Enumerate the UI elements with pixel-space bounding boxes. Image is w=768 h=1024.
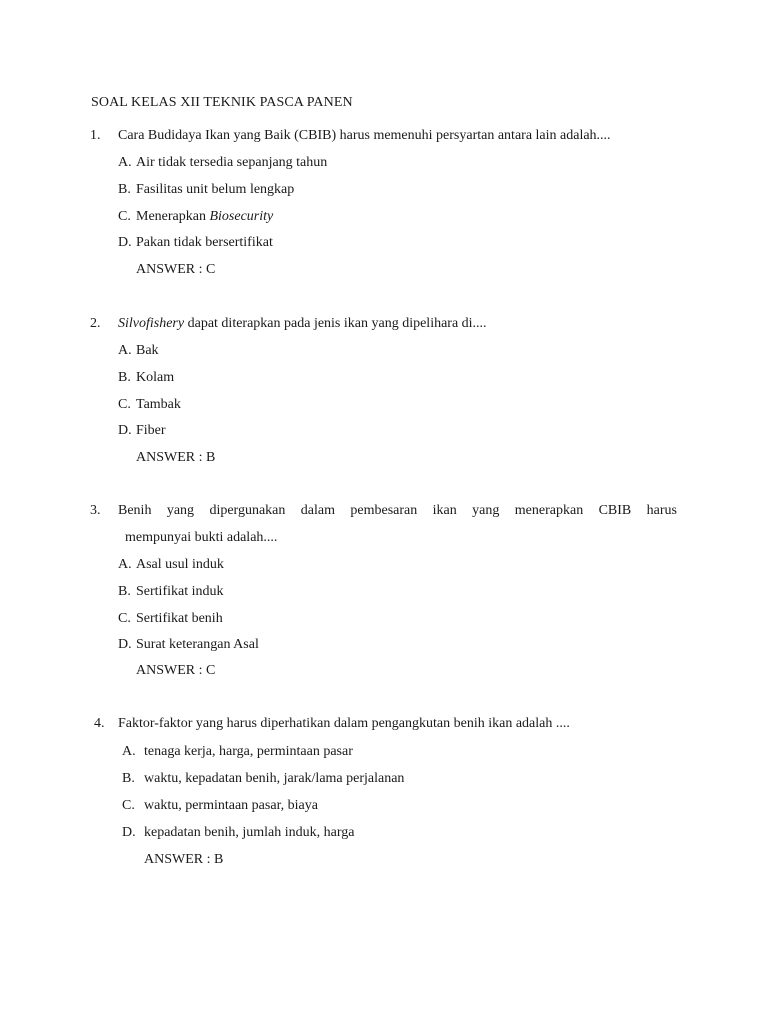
option-text: Surat keterangan Asal [136,637,259,652]
option-b [118,584,224,600]
option-text: Menerapkan [136,209,210,224]
question-text-rest: dapat diterapkan pada jenis ikan yang dipelihara di.... [184,316,487,331]
option-text: Kolam [136,370,175,385]
option-c [118,209,273,225]
answer-key: ANSWER : B [144,852,224,867]
option-letter: D. [122,825,136,840]
option-letter: D. [118,637,132,652]
option-b [122,771,404,787]
option-text: tenaga kerja, harga, permintaan pasar [144,744,353,759]
option-letter: B. [122,771,135,786]
option-letter: B. [118,182,131,197]
question-text-line1: Benih yang dipergunakan dalam pembesaran ikan yang menerapkan CBIB harus [118,503,677,518]
option-text: waktu, permintaan pasar, biaya [144,798,318,813]
option-a [118,343,159,359]
answer-key: ANSWER : B [136,450,216,465]
option-d [118,423,166,439]
answer-key: ANSWER : C [136,663,216,678]
option-text: Bak [136,343,159,358]
option-text: Sertifikat induk [136,584,224,599]
option-letter: B. [118,370,131,385]
option-letter: B. [118,584,131,599]
page-title: SOAL KELAS XII TEKNIK PASCA PANEN [91,95,353,110]
option-a [118,155,327,171]
option-b [118,370,174,386]
option-d [118,637,259,653]
option-letter: C. [122,798,135,813]
option-letter: D. [118,423,132,438]
option-c [118,397,181,413]
option-text: Asal usul induk [136,557,224,572]
option-d [122,825,354,841]
option-text-italic: Biosecurity [209,209,274,224]
answer-key: ANSWER : C [136,262,216,277]
option-letter: C. [118,209,131,224]
option-text: Tambak [136,397,181,412]
question-text-line2: mempunyai bukti adalah.... [125,530,278,545]
question-number: 2. [90,316,101,331]
question-text [118,316,487,332]
option-d [118,235,273,251]
option-text: Pakan tidak bersertifikat [136,235,273,250]
option-letter: C. [118,611,131,626]
option-c [118,611,223,627]
option-letter: C. [118,397,131,412]
question-number: 3. [90,503,101,518]
option-letter: A. [122,744,136,759]
option-a [122,744,353,760]
option-letter: A. [118,557,132,572]
question-number: 4. [94,716,105,731]
option-text: Sertifikat benih [136,611,223,626]
question-text: Cara Budidaya Ikan yang Baik (CBIB) harus memenuhi persyartan antara lain adalah.... [118,128,611,143]
option-text: kepadatan benih, jumlah induk, harga [144,825,355,840]
question-text-italic: Silvofishery [118,316,185,331]
option-text: waktu, kepadatan benih, jarak/lama perjalanan [144,771,405,786]
question-number: 1. [90,128,101,143]
question-text: Faktor-faktor yang harus diperhatikan dalam pengangkutan benih ikan adalah .... [118,716,570,731]
option-text: Fiber [136,423,166,438]
option-letter: A. [118,155,132,170]
option-letter: D. [118,235,132,250]
option-letter: A. [118,343,132,358]
option-a [118,557,224,573]
option-text: Fasilitas unit belum lengkap [136,182,295,197]
option-text: Air tidak tersedia sepanjang tahun [136,155,328,170]
option-c [122,798,318,814]
option-b [118,182,294,198]
